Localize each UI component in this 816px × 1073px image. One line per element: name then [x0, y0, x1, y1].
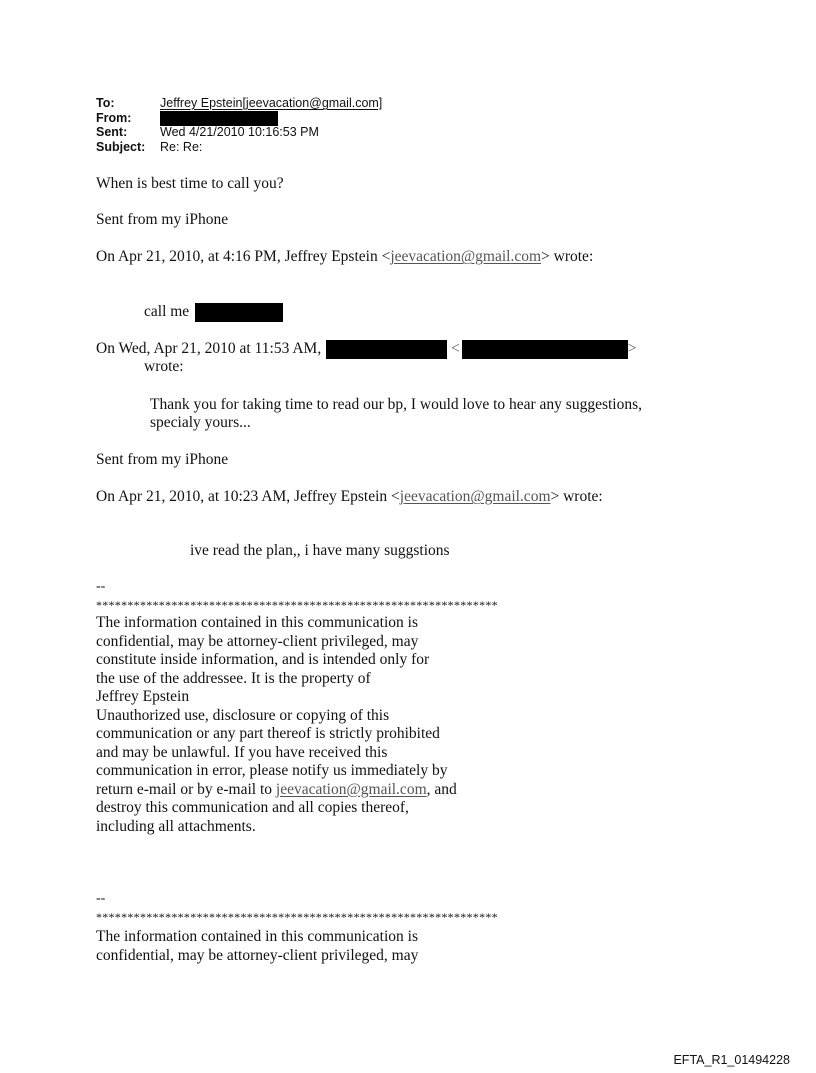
quote-header-2: [96, 340, 636, 359]
quote-header-1-prefix: On Apr 21, 2010, at 4:16 PM, Jeffrey Epstein <: [96, 248, 391, 265]
redaction-box: [195, 303, 283, 322]
redaction-box: [462, 340, 628, 359]
notice-email-prefix: return e-mail or by e-mail to: [96, 780, 276, 798]
sent-row: [96, 125, 382, 140]
quote-header-2-prefix: On Wed, Apr 21, 2010 at 11:53 AM,: [96, 340, 322, 358]
thanks-line-1: Thank you for taking time to read our bp, I would love to hear any suggestions,: [150, 396, 643, 413]
notice-line: confidential, may be attorney-client privileged, may: [96, 632, 419, 650]
email-header: [96, 96, 382, 154]
subject-value: Re: Re:: [160, 139, 203, 154]
notice-email-line: [96, 781, 496, 800]
sent-from-iphone-1: Sent from my iPhone: [96, 211, 229, 228]
notice-line: including all attachments.: [96, 817, 256, 835]
quote-header-1: [96, 248, 593, 266]
signature-2-dashes: --: [96, 891, 106, 906]
sent-label: Sent:: [96, 125, 128, 139]
notice-line: The information contained in this communication is: [96, 614, 418, 631]
signature-2-stars: ****************************************************************: [96, 910, 498, 924]
notice-line: confidential, may be attorney-client privileged, may: [96, 946, 419, 964]
sent-from-iphone-2: Sent from my iPhone: [96, 451, 229, 468]
quote-header-3-suffix: > wrote:: [550, 488, 603, 505]
to-row: [96, 96, 382, 111]
question-text: When is best time to call you?: [96, 175, 284, 192]
confidentiality-notice: [96, 614, 496, 836]
signature-stars: ****************************************************************: [96, 598, 498, 612]
quote-header-2-gt: >: [627, 340, 637, 358]
quote-header-1-email-link[interactable]: jeevacation@gmail.com: [390, 248, 542, 265]
redaction-box: [160, 111, 278, 126]
notice-line: communication or any part thereof is strictly prohibited: [96, 725, 440, 742]
thanks-line-2: specialy yours...: [150, 414, 251, 431]
quote-header-3: [96, 488, 603, 506]
from-row: [96, 111, 382, 126]
from-value: [160, 111, 278, 126]
notice-line: communication in error, please notify us immediately by: [96, 762, 448, 779]
quote-header-3-prefix: On Apr 21, 2010, at 10:23 AM, Jeffrey Epstein <: [96, 488, 400, 505]
notice-line: destroy this communication and all copies thereof,: [96, 799, 409, 816]
signature-dashes: --: [96, 579, 106, 594]
call-me-text: call me: [144, 303, 190, 321]
to-value: Jeffrey Epstein[jeevacation@gmail.com]: [160, 96, 383, 110]
notice-email-suffix: , and: [426, 780, 457, 798]
notice-line: Unauthorized use, disclosure or copying of this: [96, 706, 390, 724]
plan-line: ive read the plan,, i have many suggstions: [190, 542, 450, 559]
call-me-line: [144, 303, 283, 322]
notice-line: Jeffrey Epstein: [96, 688, 190, 705]
sent-value: Wed 4/21/2010 10:16:53 PM: [160, 125, 319, 139]
notice-line: constitute inside information, and is intended only for: [96, 651, 430, 668]
confidentiality-notice-2: [96, 928, 496, 965]
from-label: From:: [96, 110, 132, 125]
notice-line: The information contained in this communication is: [96, 928, 418, 945]
quote-header-3-email-link[interactable]: jeevacation@gmail.com: [399, 488, 551, 505]
quote-header-2-lt: <: [450, 340, 460, 358]
subject-row: [96, 140, 382, 155]
subject-label: Subject:: [96, 139, 146, 154]
notice-line: the use of the addressee. It is the property of: [96, 669, 371, 687]
quote-header-2-wrote: wrote:: [144, 358, 184, 375]
to-label: To:: [96, 96, 115, 110]
notice-line: and may be unlawful. If you have received this: [96, 743, 388, 761]
document-id: EFTA_R1_01494228: [673, 1053, 790, 1067]
notice-email-link[interactable]: jeevacation@gmail.com: [275, 780, 427, 798]
quote-header-1-suffix: > wrote:: [541, 248, 594, 265]
redaction-box: [326, 340, 447, 359]
